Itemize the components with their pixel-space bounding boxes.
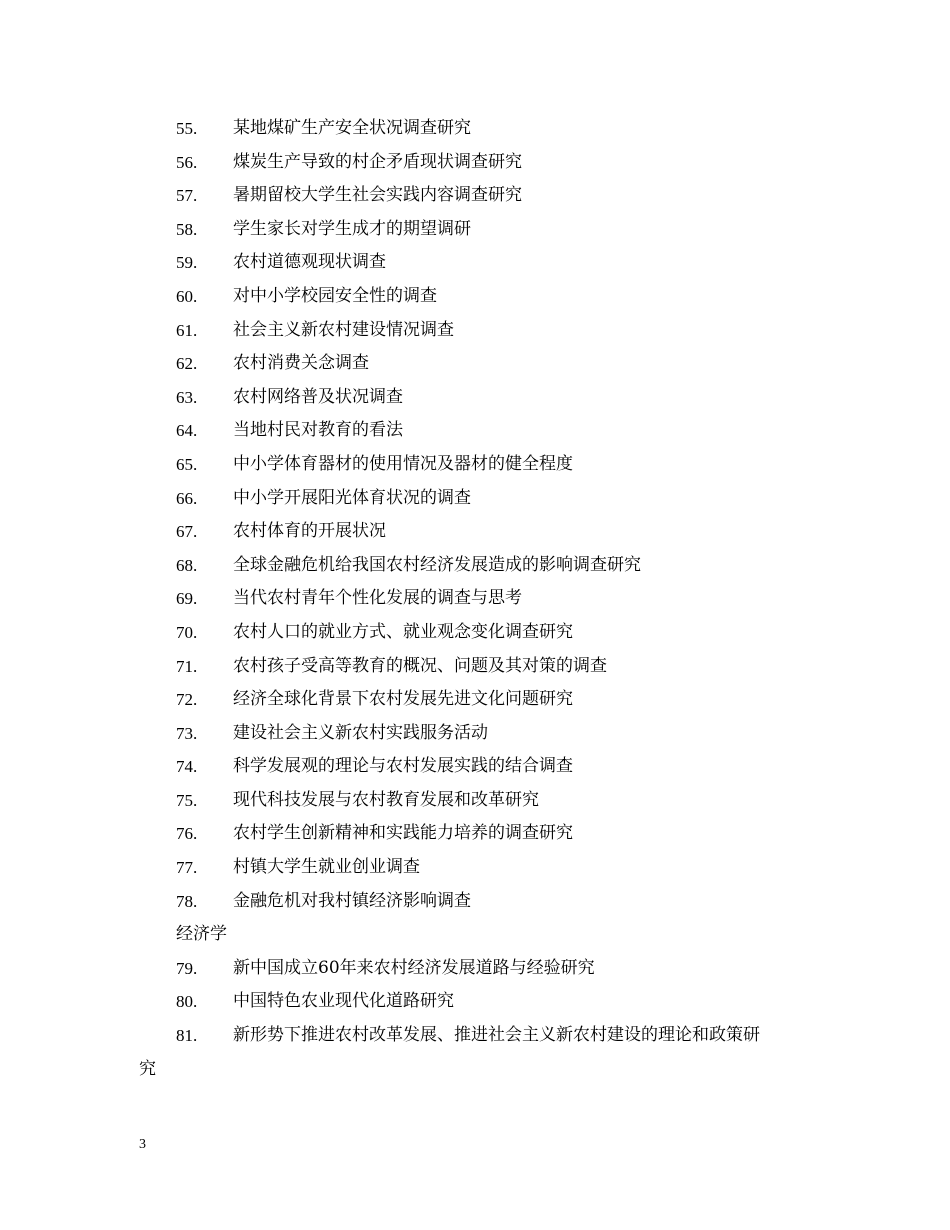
item-number: 64. — [176, 421, 198, 441]
item-number: 66. — [176, 488, 198, 508]
item-text: 中小学开展阳光体育状况的调查 — [233, 487, 471, 508]
item-text: 某地煤矿生产安全状况调查研究 — [233, 118, 471, 138]
item-number: 61. — [176, 320, 198, 340]
item-number: 79. — [176, 958, 198, 978]
item-number: 57. — [176, 186, 198, 206]
item-number: 70. — [176, 622, 198, 642]
list-item — [0, 146, 950, 180]
item-text: 科学发展观的理论与农村发展实践的结合调查 — [233, 756, 573, 777]
list-item — [0, 616, 950, 650]
item-text: 对中小学校园安全性的调查 — [233, 285, 437, 306]
item-text: 煤炭生产导致的村企矛盾现状调查研究 — [233, 151, 522, 172]
item-number: 68. — [176, 555, 198, 575]
list-item — [0, 1019, 950, 1053]
topic-list — [0, 112, 950, 1086]
item-number: 71. — [176, 656, 198, 676]
list-item — [0, 885, 950, 919]
item-text: 当代农村青年个性化发展的调查与思考 — [233, 588, 522, 609]
item-number: 81. — [176, 1026, 198, 1046]
item-text: 农村学生创新精神和实践能力培养的调查研究 — [233, 823, 573, 844]
item-text: 农村孩子受高等教育的概况、问题及其对策的调查 — [233, 655, 607, 676]
list-item — [0, 347, 950, 381]
item-text: 经济全球化背景下农村发展先进文化问题研究 — [233, 689, 573, 710]
list-item — [0, 817, 950, 851]
item-text: 新中国成立60年来农村经济发展道路与经验研究 — [233, 957, 595, 978]
item-text: 农村体育的开展状况 — [233, 521, 386, 542]
section-heading: 经济学 — [176, 924, 227, 945]
item-text: 新形势下推进农村改革发展、推进社会主义新农村建设的理论和政策研 — [233, 1025, 760, 1046]
list-item — [0, 112, 950, 146]
list-item — [0, 381, 950, 415]
item-text: 建设社会主义新农村实践服务活动 — [233, 722, 488, 743]
list-item — [0, 582, 950, 616]
item-number: 62. — [176, 354, 198, 374]
item-text: 中国特色农业现代化道路研究 — [233, 991, 454, 1012]
item-text: 农村消费关念调查 — [233, 353, 369, 374]
list-item — [0, 750, 950, 784]
item-number: 78. — [176, 891, 198, 911]
item-text: 金融危机对我村镇经济影响调查 — [233, 890, 471, 911]
list-item — [0, 851, 950, 885]
item-text: 社会主义新农村建设情况调查 — [233, 319, 454, 340]
item-number: 80. — [176, 992, 198, 1012]
page-number: 3 — [139, 1137, 146, 1152]
item-number: 65. — [176, 454, 198, 474]
list-item — [0, 314, 950, 348]
section-heading-row — [0, 918, 950, 952]
item-text: 现代科技发展与农村教育发展和改革研究 — [233, 789, 539, 810]
item-text: 农村道德观现状调查 — [233, 252, 386, 273]
item-number: 77. — [176, 858, 198, 878]
list-item — [0, 717, 950, 751]
item-number: 74. — [176, 757, 198, 777]
list-item — [0, 650, 950, 684]
item-number: 73. — [176, 723, 198, 743]
item-text: 学生家长对学生成才的期望调研 — [233, 218, 471, 239]
list-item — [0, 448, 950, 482]
item-text: 农村网络普及状况调查 — [233, 386, 403, 407]
list-item — [0, 179, 950, 213]
item-text: 暑期留校大学生社会实践内容调查研究 — [233, 185, 522, 206]
list-item — [0, 482, 950, 516]
item-number: 55. — [176, 119, 198, 138]
list-item — [0, 280, 950, 314]
item-text: 农村人口的就业方式、就业观念变化调查研究 — [233, 621, 573, 642]
item-text: 当地村民对教育的看法 — [233, 420, 403, 441]
item-text: 中小学体育器材的使用情况及器材的健全程度 — [233, 453, 573, 474]
list-item — [0, 549, 950, 583]
item-text: 村镇大学生就业创业调查 — [233, 857, 420, 878]
list-item — [0, 414, 950, 448]
continuation-row — [0, 1053, 950, 1087]
list-item — [0, 515, 950, 549]
item-number: 69. — [176, 589, 198, 609]
item-number: 59. — [176, 253, 198, 273]
item-number: 58. — [176, 219, 198, 239]
list-item — [0, 213, 950, 247]
item-number: 60. — [176, 286, 198, 306]
item-number: 67. — [176, 522, 198, 542]
list-item — [0, 952, 950, 986]
item-text: 全球金融危机给我国农村经济发展造成的影响调查研究 — [233, 554, 641, 575]
list-item — [0, 784, 950, 818]
continuation-text: 究 — [139, 1058, 156, 1079]
item-number: 75. — [176, 790, 198, 810]
list-item — [0, 683, 950, 717]
item-number: 72. — [176, 690, 198, 710]
item-number: 76. — [176, 824, 198, 844]
list-item — [0, 985, 950, 1019]
item-number: 56. — [176, 152, 198, 172]
list-item — [0, 246, 950, 280]
item-number: 63. — [176, 387, 198, 407]
